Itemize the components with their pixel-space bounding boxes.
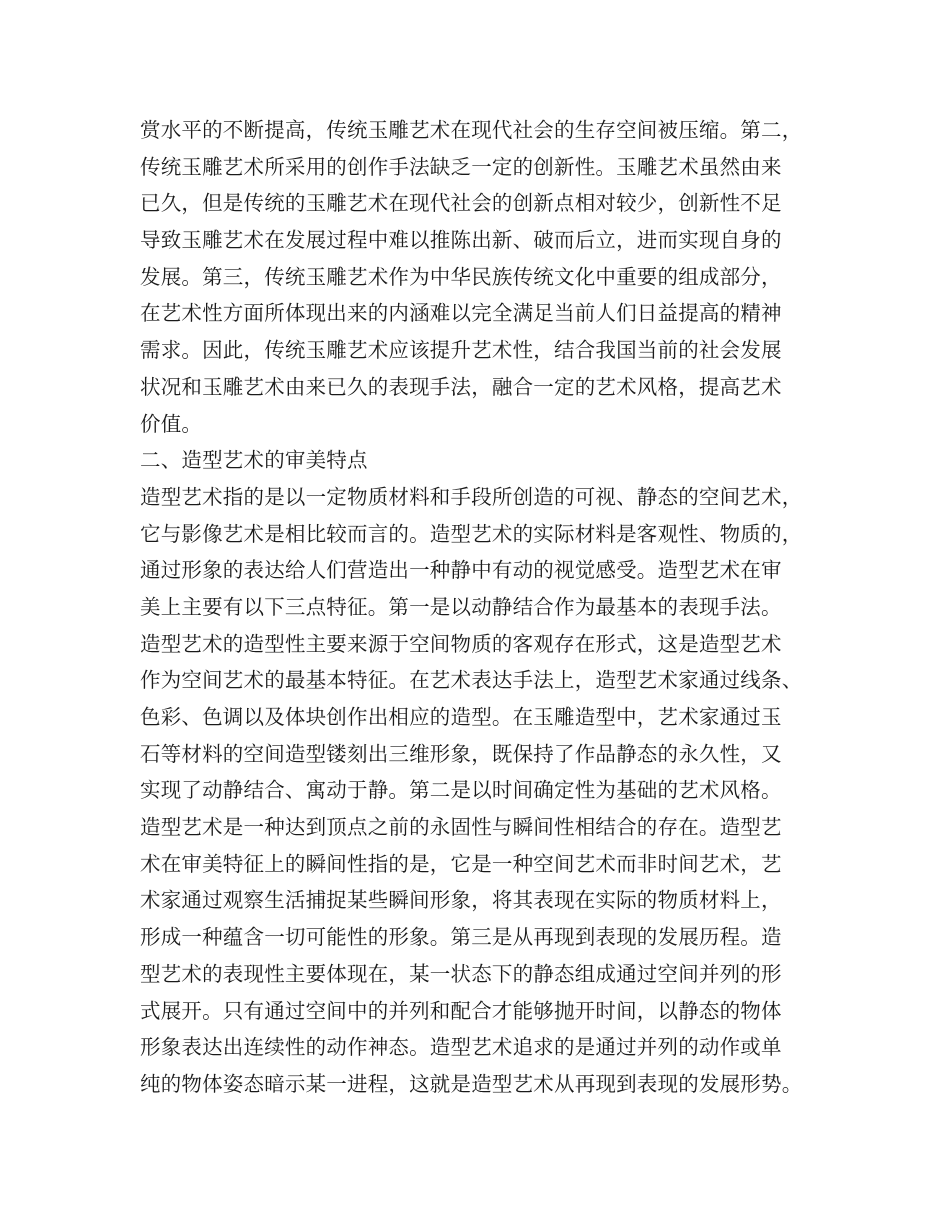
text-line: 它与影像艺术是相比较而言的。造型艺术的实际材料是客观性、物质的， bbox=[140, 521, 803, 546]
text-line: 术在审美特征上的瞬间性指的是，它是一种空间艺术而非时间艺术，艺 bbox=[140, 851, 782, 876]
text-line: 造型艺术指的是以一定物质材料和手段所创造的可视、静态的空间艺术， bbox=[140, 484, 803, 509]
text-line: 石等材料的空间造型镂刻出三维形象，既保持了作品静态的永久性，又 bbox=[140, 741, 782, 766]
text-line: 式展开。只有通过空间中的并列和配合才能够抛开时间，以静态的物体 bbox=[140, 998, 782, 1023]
text-line: 造型艺术的造型性主要来源于空间物质的客观存在形式，这是造型艺术 bbox=[140, 631, 782, 656]
text-line: 型艺术的表现性主要体现在，某一状态下的静态组成通过空间并列的形 bbox=[140, 961, 782, 986]
text-line: 美上主要有以下三点特征。第一是以动静结合作为最基本的表现手法。 bbox=[140, 594, 782, 619]
text-line: 造型艺术是一种达到顶点之前的永固性与瞬间性相结合的存在。造型艺 bbox=[140, 815, 782, 840]
text-line: 纯的物体姿态暗示某一进程，这就是造型艺术从再现到表现的发展形势。 bbox=[140, 1071, 803, 1096]
text-line: 通过形象的表达给人们营造出一种静中有动的视觉感受。造型艺术在审 bbox=[140, 558, 782, 583]
text-line: 术家通过观察生活捕捉某些瞬间形象，将其表现在实际的物质材料上， bbox=[140, 888, 782, 913]
text-line: 作为空间艺术的最基本特征。在艺术表达手法上，造型艺术家通过线条、 bbox=[140, 668, 803, 693]
text-line: 导致玉雕艺术在发展过程中难以推陈出新、破而后立，进而实现自身的 bbox=[140, 228, 782, 253]
text-line: 已久，但是传统的玉雕艺术在现代社会的创新点相对较少，创新性不足 bbox=[140, 191, 782, 216]
text-line: 发展。第三，传统玉雕艺术作为中华民族传统文化中重要的组成部分， bbox=[140, 264, 782, 289]
text-line: 价值。 bbox=[140, 411, 203, 436]
text-line: 传统玉雕艺术所采用的创作手法缺乏一定的创新性。玉雕艺术虽然由来 bbox=[140, 154, 782, 179]
text-line: 赏水平的不断提高，传统玉雕艺术在现代社会的生存空间被压缩。第二， bbox=[140, 118, 803, 142]
text-line: 需求。因此，传统玉雕艺术应该提升艺术性，结合我国当前的社会发展 bbox=[140, 338, 782, 363]
text-line: 状况和玉雕艺术由来已久的表现手法，融合一定的艺术风格，提高艺术 bbox=[140, 374, 782, 399]
text-line: 形象表达出连续性的动作神态。造型艺术追求的是通过并列的动作或单 bbox=[140, 1035, 782, 1060]
text-line: 色彩、色调以及体块创作出相应的造型。在玉雕造型中，艺术家通过玉 bbox=[140, 705, 782, 729]
text-line: 在艺术性方面所体现出来的内涵难以完全满足当前人们日益提高的精神 bbox=[140, 301, 782, 326]
text-line: 形成一种蕴含一切可能性的形象。第三是从再现到表现的发展历程。造 bbox=[140, 925, 782, 950]
body-text bbox=[140, 112, 830, 1103]
text-line: 实现了动静结合、寓动于静。第二是以时间确定性为基础的艺术风格。 bbox=[140, 778, 782, 803]
section-heading: 二、造型艺术的审美特点 bbox=[140, 448, 368, 473]
